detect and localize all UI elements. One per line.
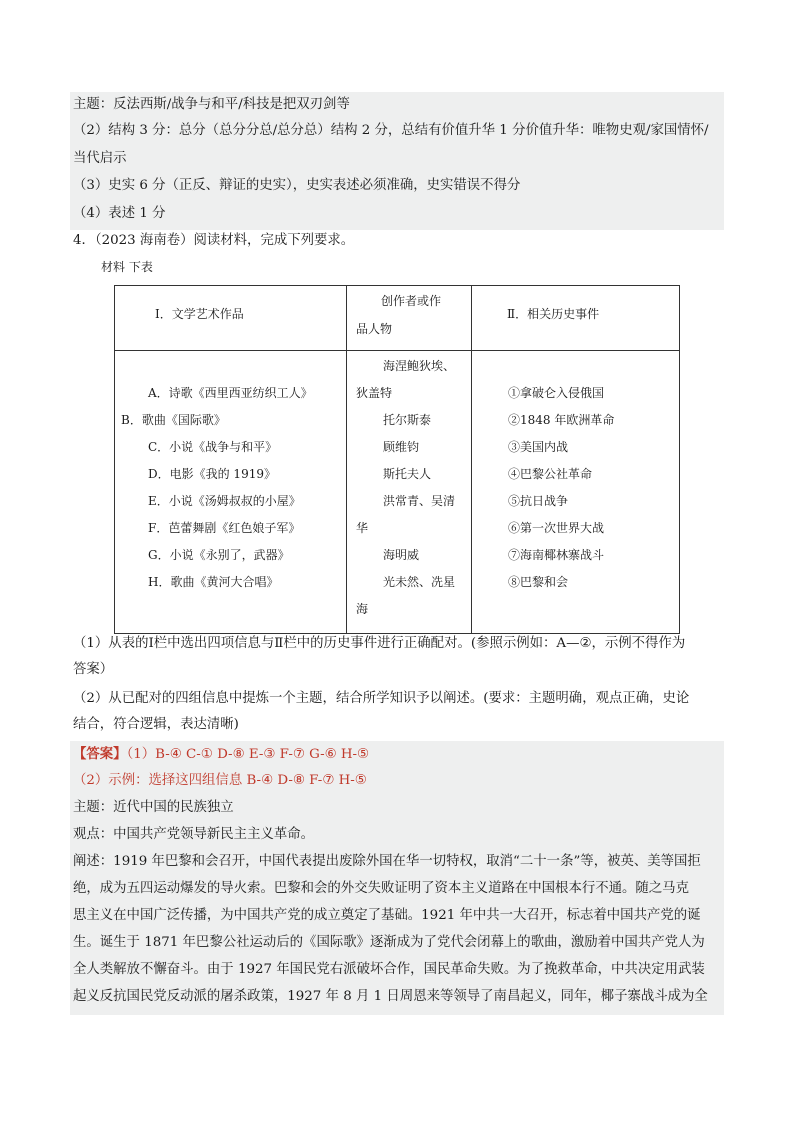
structure-line-2: 当代启示 <box>73 151 127 166</box>
creator-7: 华 <box>356 521 369 535</box>
answer-para-2: 绝，成为五四运动爆发的导火索。巴黎和会的外交失败证明了资本主义道路在中国根本行不通。随之马克 <box>73 881 689 896</box>
event-2: ②1848 年欧洲革命 <box>508 413 615 427</box>
facts-line: （3）史实 6 分（正反、辩证的史实），史实表述必须准确，史实错误不得分 <box>73 178 521 193</box>
creator-3: 托尔斯泰 <box>383 413 432 427</box>
event-4: ④巴黎公社革命 <box>508 467 593 481</box>
answer-view: 观点：中国共产党领导新民主主义革命。 <box>73 827 315 842</box>
work-d: D．电影《我的 1919》 <box>148 467 276 481</box>
answer-line-1 <box>73 741 723 768</box>
event-6: ⑥第一次世界大战 <box>508 521 605 535</box>
work-e: E．小说《汤姆叔叔的小屋》 <box>148 494 301 508</box>
answer-line-2: （2）示例：选择这四组信息 B-④ D-⑧ F-⑦ H-⑤ <box>73 773 367 788</box>
col1-header: Ⅰ．文学艺术作品 <box>155 307 244 321</box>
col2-header-line2: 品人物 <box>356 322 393 336</box>
expression-line: （4）表述 1 分 <box>73 206 166 221</box>
work-g: G．小说《永别了，武器》 <box>148 548 290 562</box>
creator-5: 斯托夫人 <box>383 467 432 481</box>
answer-theme: 主题：近代中国的民族独立 <box>73 800 234 815</box>
work-a: A．诗歌《西里西亚纺织工人》 <box>148 386 313 400</box>
event-1: ①拿破仑入侵俄国 <box>508 386 605 400</box>
q1-line-2: 答案） <box>73 662 114 677</box>
col2-header-line1: 创作者或作 <box>381 294 442 308</box>
creator-6: 洪常青、吴清 <box>383 494 456 508</box>
answer-part-1: （1）B-④ C-① D-⑧ E-③ F-⑦ G-⑥ H-⑤ <box>126 747 370 762</box>
answer-para-4: 生。诞生于 1871 年巴黎公社运动后的《国际歌》逐渐成为了党代会闭幕上的歌曲，激励着中国共产党人为 <box>73 935 705 950</box>
table-divider-2 <box>471 286 472 633</box>
answer-para-6: 起义反抗国民党反动派的屠杀政策，1927 年 8 月 1 日周恩来等领导了南昌起义，同年，椰子寨战斗成为全 <box>73 989 708 1004</box>
material-label: 材料 下表 <box>101 260 153 274</box>
work-h: H．歌曲《黄河大合唱》 <box>148 575 279 589</box>
col3-header: Ⅱ．相关历史事件 <box>507 307 600 321</box>
table-divider-1 <box>346 286 347 633</box>
event-3: ③美国内战 <box>508 440 569 454</box>
theme-line: 主题：反法西斯/战争与和平/科技是把双刃剑等 <box>73 97 350 112</box>
material-table <box>114 285 680 634</box>
creator-2: 狄盖特 <box>356 386 393 400</box>
table-header-divider <box>115 350 679 351</box>
work-c: C．小说《战争与和平》 <box>148 440 278 454</box>
answer-label: 【答案】 <box>73 746 127 762</box>
creator-8: 海明威 <box>383 548 420 562</box>
event-7: ⑦海南椰林寨战斗 <box>508 548 605 562</box>
creator-9: 光未然、冼星 <box>383 575 456 589</box>
event-8: ⑧巴黎和会 <box>508 575 569 589</box>
creator-1: 海涅鲍狄埃、 <box>383 359 456 373</box>
creator-4: 顾维钧 <box>383 440 420 454</box>
work-b: B．歌曲《国际歌》 <box>121 413 226 427</box>
event-5: ⑤抗日战争 <box>508 494 569 508</box>
answer-para-5: 全人类解放不懈奋斗。由于 1927 年国民党右派破坏合作，国民革命失败。为了挽救革命，中共决定用武装 <box>73 962 705 977</box>
structure-line-1: （2）结构 3 分：总分（总分分总/总分总）结构 2 分，总结有价值升华 1 分价值升华：唯物史观/家国情怀/ <box>73 123 709 138</box>
work-f: F．芭蕾舞剧《红色娘子军》 <box>148 521 301 535</box>
q1-line-1: （1）从表的Ⅰ栏中选出四项信息与Ⅱ栏中的历史事件进行正确配对。(参照示例如：A—②，示例不得作为 <box>73 636 686 651</box>
question-title: 4．（2023 海南卷）阅读材料，完成下列要求。 <box>73 233 355 248</box>
q2-line-1: （2）从已配对的四组信息中提炼一个主题，结合所学知识予以阐述。(要求：主题明确，观点正确，史论 <box>73 691 690 706</box>
answer-para-3: 思主义在中国广泛传播，为中国共产党的成立奠定了基础。1921 年中共一大召开，标志着中国共产党的诞 <box>73 908 701 923</box>
q2-line-2: 结合，符合逻辑，表达清晰) <box>73 717 239 732</box>
creator-10: 海 <box>356 602 369 616</box>
answer-para-1: 阐述：1919 年巴黎和会召开，中国代表提出废除外国在华一切特权，取消“二十一条”等，被英、美等国拒 <box>73 854 701 869</box>
